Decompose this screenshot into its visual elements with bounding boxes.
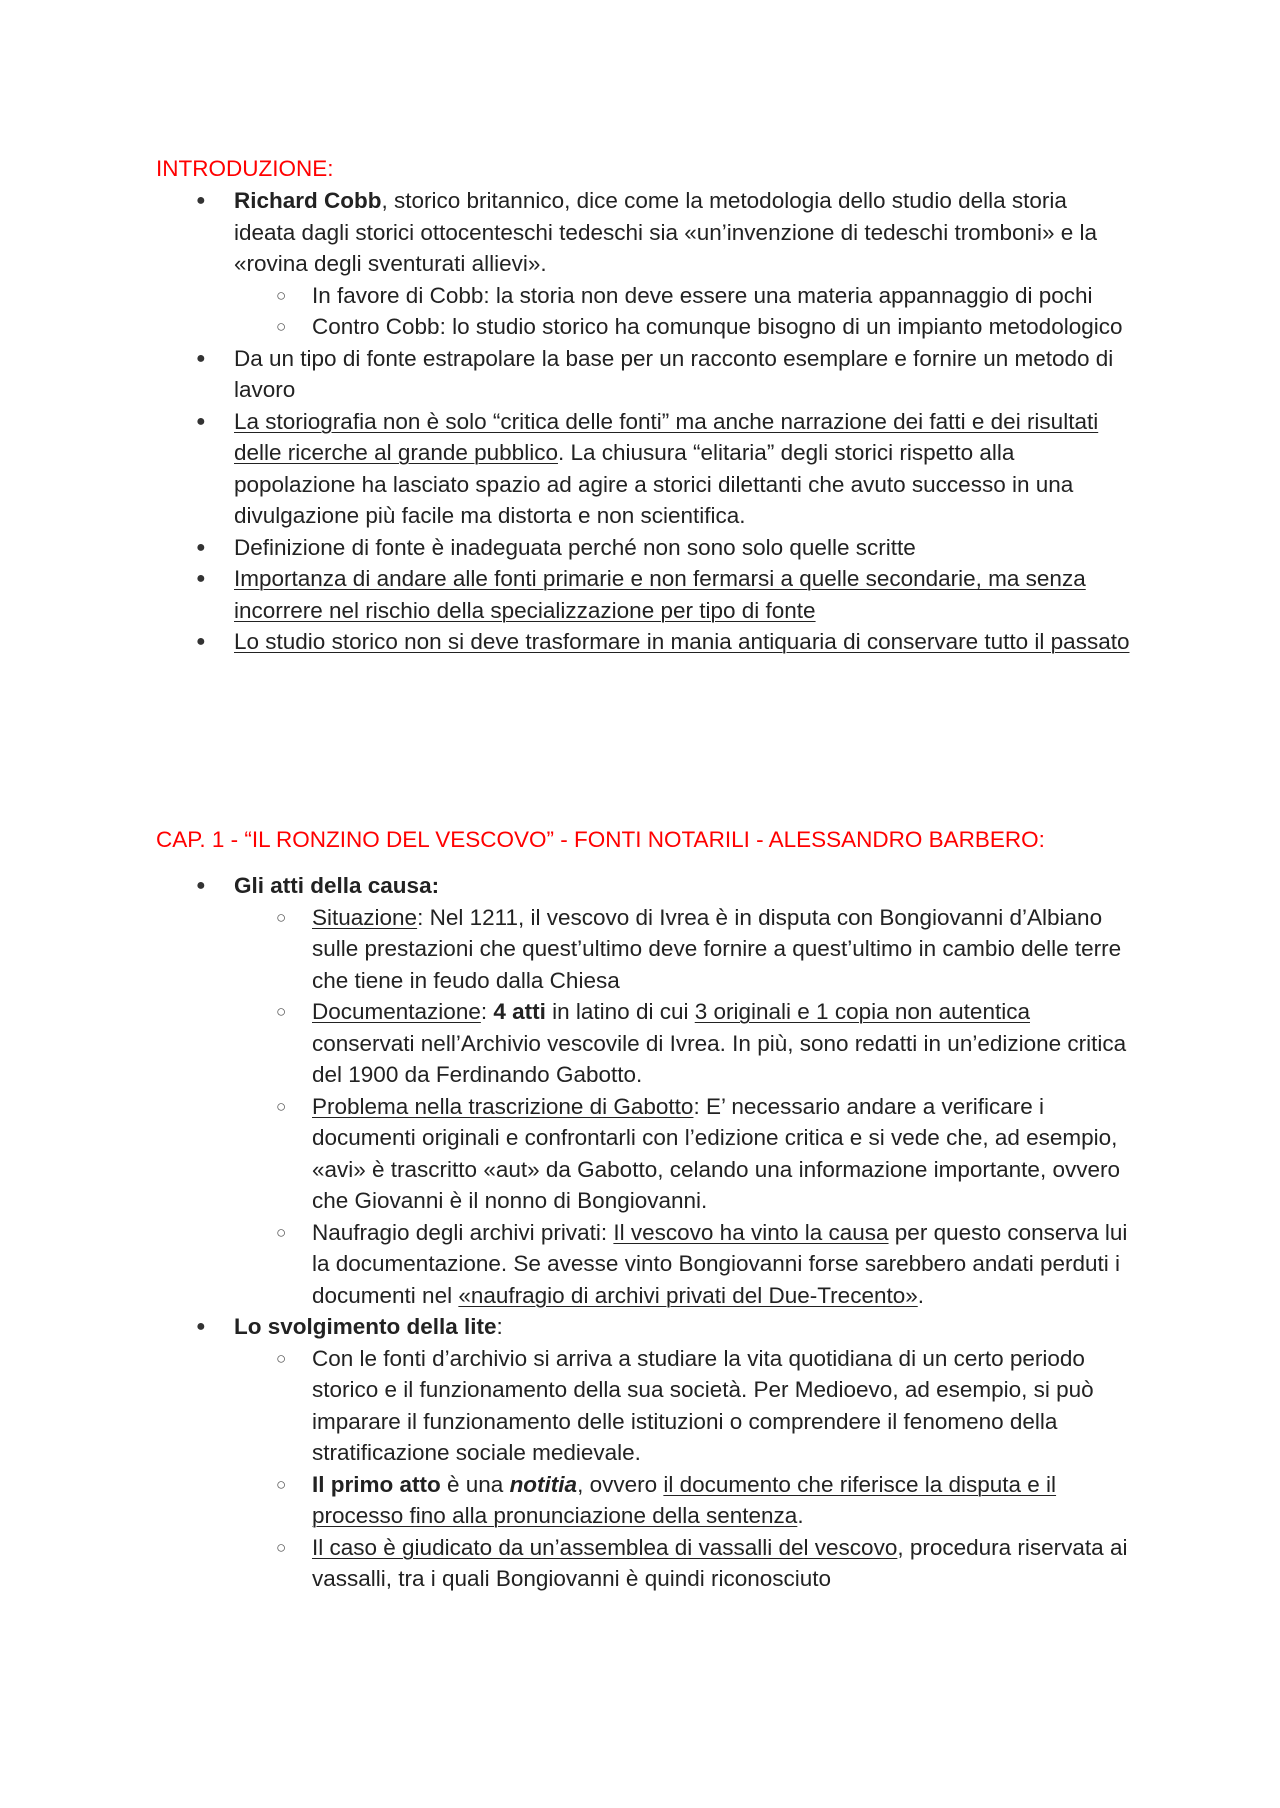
circle-bullet-icon: ○ — [276, 285, 287, 305]
underlined-text: Il vescovo ha vinto la causa — [613, 1219, 889, 1245]
bold-text: Il primo atto — [312, 1471, 441, 1497]
circle-bullet-icon: ○ — [276, 317, 287, 336]
sub-list-item — [276, 311, 1134, 343]
item-text: conservati nell’Archivio vescovile di Ivrea. In più, sono redatti in un’edizione critica del 1900 da Ferdinando Gabotto. — [312, 1030, 1127, 1087]
item-text: è una — [440, 1471, 510, 1497]
sub-list-item — [276, 1469, 1134, 1532]
bullet-icon: ● — [196, 192, 206, 209]
bold-text: 4 atti — [493, 999, 546, 1024]
list-item — [0, 1311, 1134, 1595]
bullet-icon: ● — [196, 1318, 206, 1335]
underlined-text: «naufragio di archivi privati del Due-Trecento» — [458, 1282, 918, 1308]
list-item — [0, 626, 1134, 658]
underlined-text: Lo studio storico non si deve trasformare in mania antiquaria di conservare tutto il passato — [234, 629, 1130, 654]
item-text: . — [797, 1503, 804, 1528]
underlined-text: Importanza di andare alle fonti primarie e non fermarsi a quelle secondarie, ma senza incorrere nel rischio della specializzazione per tipo di fonte — [234, 566, 1086, 623]
item-text: in latino di cui — [545, 999, 695, 1024]
sub-list — [234, 902, 1134, 1312]
item-text: : — [496, 1314, 503, 1339]
list-item — [0, 406, 1134, 532]
item-text: Contro Cobb: lo studio storico ha comunque bisogno di un impianto metodologico — [312, 314, 1123, 339]
circle-bullet-icon: ○ — [276, 1096, 287, 1116]
circle-bullet-icon: ○ — [276, 1348, 287, 1368]
sub-list-item — [276, 1091, 1134, 1217]
sub-list-item — [276, 280, 1134, 312]
bullet-icon: ● — [196, 877, 206, 894]
section-title: Lo svolgimento della lite — [234, 1314, 497, 1339]
list-item — [0, 343, 1134, 406]
sub-list-item — [276, 1217, 1134, 1312]
item-text: , procedura riservata ai vassalli, tra i quali Bongiovanni è quindi riconosciuto — [312, 1534, 1128, 1591]
item-text: Da un tipo di fonte estrapolare la base per un racconto esemplare e fornire un metodo di lavoro — [234, 345, 1114, 402]
item-text: : — [480, 999, 494, 1024]
bullet-icon: ● — [196, 412, 206, 430]
bullet-icon: ● — [196, 538, 206, 556]
circle-bullet-icon: ○ — [276, 1537, 287, 1557]
underlined-text: il documento che riferisce la disputa e il processo fino alla pronunciazione della sentenza — [312, 1471, 1057, 1528]
bold-italic-text: notitia — [509, 1471, 578, 1497]
list-item — [0, 563, 1134, 626]
item-text: Con le fonti d’archivio si arriva a studiare la vita quotidiana di un certo periodo storico e il funzionamento della sua società. Per Medioevo, ad esempio, si può imparare il funzionamento delle istituzioni o comprendere il fenomeno della stratificazione sociale medievale. — [312, 1345, 1094, 1465]
list-item — [0, 185, 1134, 343]
sub-list-item — [276, 996, 1134, 1091]
circle-bullet-icon: ○ — [276, 907, 287, 927]
bullet-icon: ● — [196, 633, 206, 650]
item-text: per questo conserva lui la documentazione. Se avesse vinto Bongiovanni forse sarebbero andati perduti i documenti nel — [312, 1219, 1128, 1308]
circle-bullet-icon: ○ — [276, 1474, 287, 1494]
underlined-text: Il caso è giudicato da un’assemblea di vassalli del vescovo — [312, 1534, 898, 1560]
bold-text: Richard Cobb — [234, 188, 382, 213]
sub-list — [234, 1343, 1134, 1595]
underlined-text: 3 originali e 1 copia non autentica — [694, 999, 1030, 1024]
circle-bullet-icon: ○ — [276, 1222, 287, 1242]
underlined-text: La storiografia non è solo “critica delle fonti” ma anche narrazione dei fatti e dei risultati delle ricerche al grande pubblico — [234, 408, 1099, 465]
underlined-label: Problema nella trascrizione di Gabotto — [312, 1093, 694, 1119]
underlined-label: Documentazione — [312, 999, 481, 1024]
bullet-icon: ● — [196, 349, 206, 367]
item-text: Naufragio degli archivi privati: — [312, 1219, 614, 1245]
item-text: : Nel 1211, il vescovo di Ivrea è in disputa con Bongiovanni d’Albiano sulle prestazioni che quest’ultimo deve fornire a quest’ultimo in cambio delle terre che tiene in feudo dalla Chiesa — [312, 904, 1122, 993]
list-item — [0, 870, 1134, 1311]
bullet-icon: ● — [196, 570, 206, 587]
section-title: Gli atti della causa: — [234, 873, 440, 898]
intro-heading: INTRODUZIONE: — [156, 156, 334, 181]
item-text: , storico britannico, dice come la metodologia dello studio della storia ideata dagli storici ottocenteschi tedeschi sia «un’invenzione di tedeschi tromboni» e la «rovina degli sventurati allievi». — [234, 188, 1098, 276]
item-text: : E’ necessario andare a verificare i documenti originali e confrontarli con l’edizione critica e si vede che, ad esempio, «avi» è trascritto «aut» da Gabotto, celando una informazione importante, ovvero che Giovanni è il nonno di Bongiovanni. — [312, 1093, 1120, 1213]
chapter1-list — [0, 870, 1280, 1595]
underlined-label: Situazione — [312, 904, 418, 930]
sub-list-item — [276, 902, 1134, 997]
circle-bullet-icon: ○ — [276, 1002, 287, 1021]
sub-list-item — [276, 1343, 1134, 1469]
intro-list — [0, 185, 1280, 658]
item-text: In favore di Cobb: la storia non deve essere una materia appannaggio di pochi — [312, 282, 1093, 308]
sub-list — [234, 280, 1134, 343]
chapter1-heading: CAP. 1 - “IL RONZINO DEL VESCOVO” - FONTI NOTARILI - ALESSANDRO BARBERO: — [156, 827, 1045, 852]
item-text: . La chiusura “elitaria” degli storici rispetto alla popolazione ha lasciato spazio ad agire a storici dilettanti che avuto successo in una divulgazione più facile ma distorta e non scientifica. — [234, 440, 1074, 528]
item-text: , ovvero — [577, 1471, 664, 1497]
list-item — [0, 532, 1134, 564]
item-text: Definizione di fonte è inadeguata perché non sono solo quelle scritte — [234, 534, 916, 560]
item-text: . — [917, 1282, 925, 1308]
sub-list-item — [276, 1532, 1134, 1595]
